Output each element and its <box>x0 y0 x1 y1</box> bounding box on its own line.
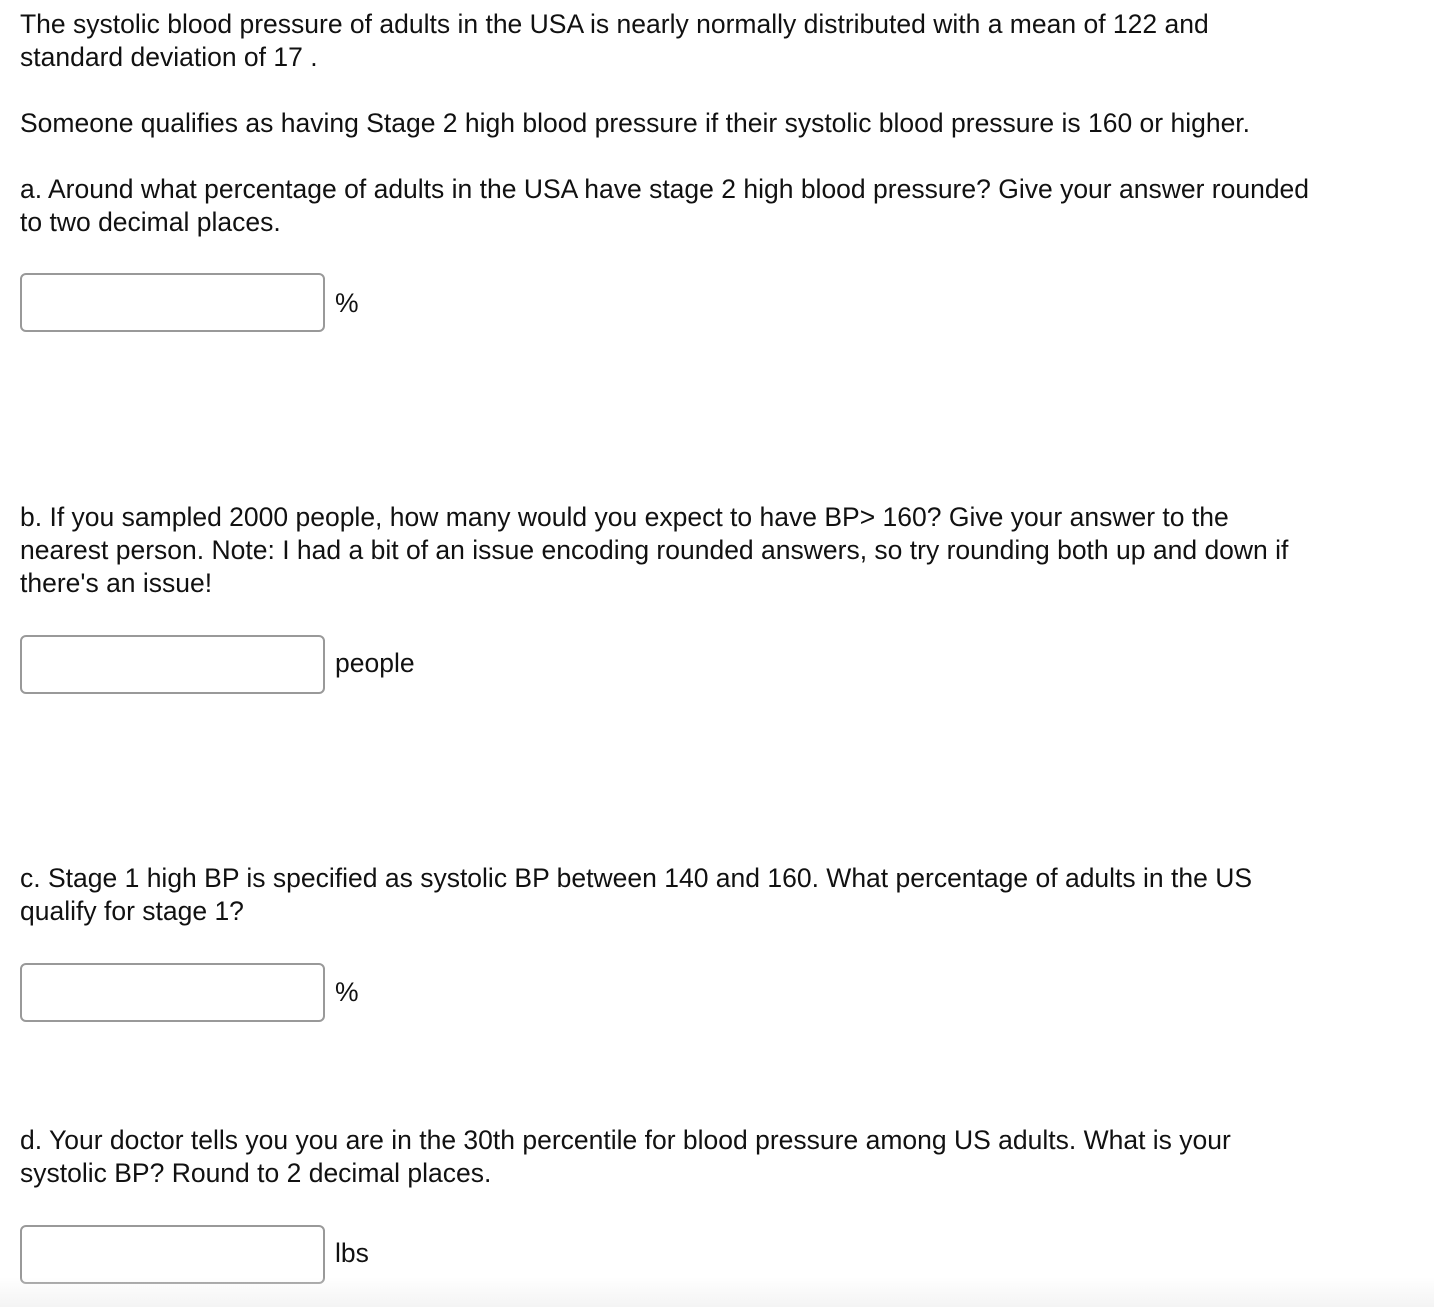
question-b-text <box>20 501 1288 600</box>
text-line: nearest person. Note: I had a bit of an issue encoding rounded answers, so try rounding both up and down if <box>20 535 1289 565</box>
answer-b-unit: people <box>335 648 415 678</box>
text-line: Someone qualifies as having Stage 2 high blood pressure if their systolic blood pressure is 160 or higher. <box>20 108 1251 138</box>
text-line: a. Around what percentage of adults in the USA have stage 2 high blood pressure? Give your answer rounded <box>20 174 1310 204</box>
answer-b-input[interactable] <box>20 635 325 694</box>
question-d-text <box>20 1124 1231 1190</box>
text-line: to two decimal places. <box>20 207 281 237</box>
answer-c-unit: % <box>335 977 359 1007</box>
answer-a-unit: % <box>335 288 359 318</box>
text-line: standard deviation of 17 . <box>20 42 318 72</box>
text-line: The systolic blood pressure of adults in the USA is nearly normally distributed with a mean of 122 and <box>20 9 1209 39</box>
answer-c-input[interactable] <box>20 963 325 1022</box>
intro-text <box>20 8 1209 74</box>
text-line: qualify for stage 1? <box>20 896 244 926</box>
answer-a-input[interactable] <box>20 273 325 332</box>
text-line: there's an issue! <box>20 568 213 598</box>
answer-d-input[interactable] <box>20 1225 325 1284</box>
text-line: d. Your doctor tells you you are in the 30th percentile for blood pressure among US adults. What is your <box>20 1125 1231 1155</box>
text-line: c. Stage 1 high BP is specified as systolic BP between 140 and 160. What percentage of adults in the US <box>20 863 1253 893</box>
text-line: systolic BP? Round to 2 decimal places. <box>20 1158 492 1188</box>
question-a-text <box>20 173 1309 239</box>
question-c-text <box>20 862 1252 928</box>
text-line: b. If you sampled 2000 people, how many would you expect to have BP> 160? Give your answer to the <box>20 502 1229 532</box>
answer-d-unit: lbs <box>335 1238 369 1268</box>
definition-text <box>20 107 1250 140</box>
